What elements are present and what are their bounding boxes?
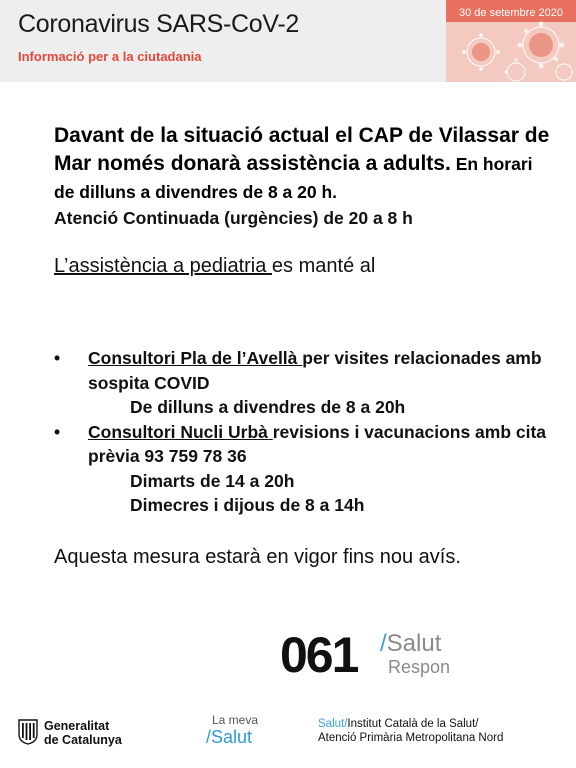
consultori-name: Consultori Nucli Urbà — [88, 421, 273, 442]
closing-note: Aquesta mesura estarà en vigor fins nou avís. — [54, 546, 461, 568]
brand-respon-label: Respon — [388, 657, 451, 677]
footer-logos — [0, 705, 576, 760]
lead-hours-text: En horari de dilluns a divendres de 8 a 20 h. — [54, 154, 533, 202]
list-item — [54, 346, 554, 395]
generalitat-wordmark: Generalitat de Catalunya — [44, 719, 122, 747]
header-banner — [0, 0, 576, 82]
la-meva-salut-logo: La meva /Salut — [206, 713, 259, 747]
schedule-line: De dilluns a divendres de 8 a 20h — [130, 397, 406, 417]
lead-paragraph — [54, 122, 554, 206]
consultori-name: Consultori Pla de l’Avellà — [88, 348, 303, 368]
list-item — [54, 420, 554, 469]
consultori-description: per visites relacionades amb sospita COVID — [88, 348, 542, 393]
header-date: 30 de setembre 2020 — [459, 7, 563, 19]
header-title: Coronavirus SARS-CoV-2 — [18, 10, 300, 38]
lead-bold-text: Davant de la situació actual el CAP de Vilassar de Mar només donarà assistència a adults. — [54, 124, 550, 175]
slash-icon: / — [206, 727, 212, 747]
bullet-marker: • — [54, 421, 61, 442]
pediatria-underlined: L’assistència a pediatria — [54, 255, 272, 277]
consultoris-list — [54, 346, 554, 518]
brand-061-number: 061 — [280, 627, 358, 683]
schedule-line: Dimarts de 14 a 20h — [130, 470, 295, 491]
brand-salut-label: /Salut — [380, 630, 442, 657]
slash-icon: / — [344, 718, 348, 730]
ics-logo-text: Salut/Institut Català de la Salut/ Atenció Primària Metropolitana Nord — [318, 718, 504, 744]
pediatria-line — [54, 253, 554, 279]
bullet-marker: • — [54, 348, 61, 368]
generalitat-logo-icon — [18, 719, 38, 745]
slash-icon: / — [380, 630, 387, 657]
consultori-description: revisions i vacunacions amb cita prèvia 93 759 78 36 — [88, 421, 547, 466]
urgencies-line: Atenció Continuada (urgències) de 20 a 8 h — [54, 208, 413, 228]
main-content — [54, 122, 554, 279]
header-subtitle: Informació per a la ciutadania — [18, 49, 202, 64]
schedule-line: Dimecres i dijous de 8 a 14h — [130, 495, 365, 515]
pediatria-rest: es manté al — [271, 255, 376, 277]
